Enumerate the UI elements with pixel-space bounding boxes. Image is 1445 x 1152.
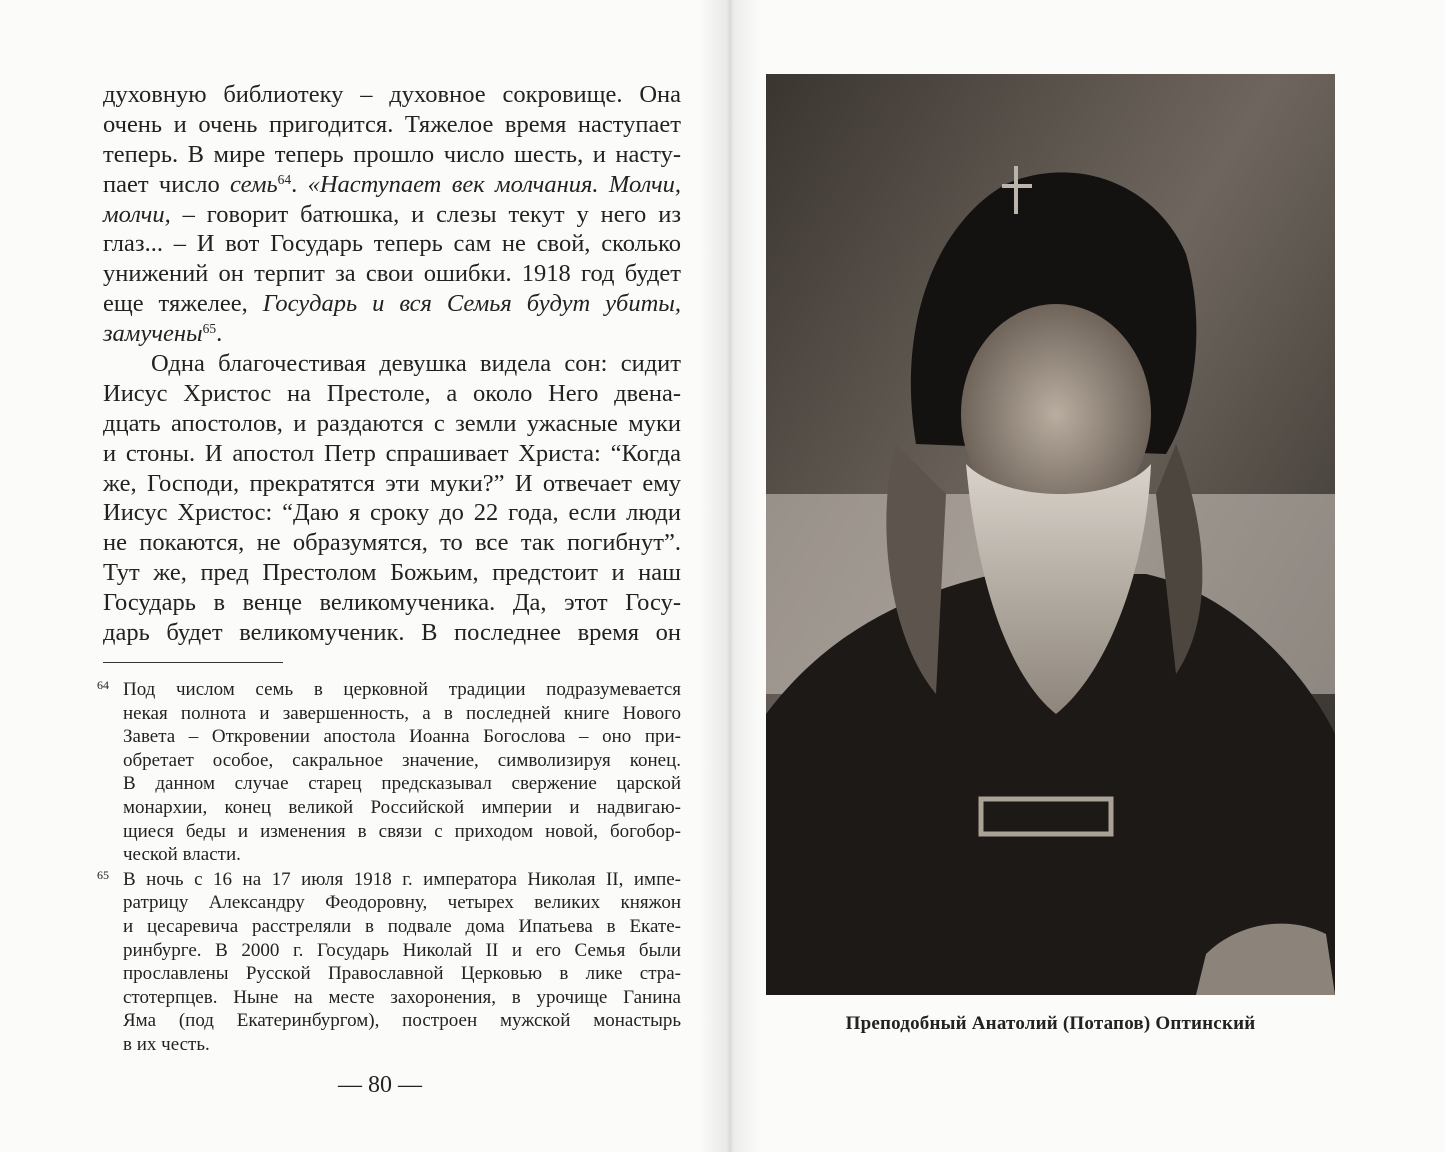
footnote-line: стотерпцев. Ныне на месте захоронения, в урочище Ганина <box>123 986 681 1008</box>
text-segment: теперь. В мире теперь прошло число шесть, и насту- <box>103 140 681 168</box>
text-line <box>103 618 681 648</box>
footnote-line: ратрицу Александру Феодоровну, четырех великих княжон <box>123 892 681 914</box>
footnote-number: 65 <box>97 867 109 882</box>
text-segment: Государь в венце великомученика. Да, этот Госу- <box>103 589 681 617</box>
text-segment: Одна благочестивая девушка видела сон: сидит <box>151 350 681 378</box>
footnote-line: ринбурге. В 2000 г. Государь Николай II и его Семья были <box>123 939 681 961</box>
text-line <box>103 349 681 379</box>
footnote-line: Яма (под Екатеринбургом), построен мужской монастырь <box>123 1010 681 1032</box>
text-segment: Тут же, пред Престолом Божьим, предстоит и наш <box>103 559 681 587</box>
text-segment: . <box>216 320 223 348</box>
text-segment: же, Господи, прекратятся эти муки?” И отвечает ему <box>103 469 681 497</box>
text-segment: пает число <box>103 170 231 198</box>
footnote-ref: 65 <box>202 321 217 337</box>
text-line <box>103 140 681 170</box>
text-segment: унижений он терпит за свои ошибки. 1918 год будет <box>103 260 681 288</box>
text-segment: семь <box>230 170 278 198</box>
footnote <box>97 868 681 1057</box>
footnote-line: Под числом семь в церковной традиции подразумевается <box>123 679 681 700</box>
text-segment: Иисус Христос на Престоле, а около Него двена- <box>103 379 681 407</box>
footnote-ref: 64 <box>277 171 292 187</box>
text-segment: «Наступает век молчания. Молчи, <box>307 170 682 198</box>
text-line <box>103 588 681 618</box>
text-line <box>103 289 681 319</box>
text-line <box>103 409 681 439</box>
text-segment: еще тяжелее, <box>103 290 263 318</box>
footnote <box>97 678 681 867</box>
text-line <box>103 498 681 528</box>
text-segment: духовную библиотеку – духовное сокровище. Она <box>103 81 681 108</box>
text-line <box>103 379 681 409</box>
footnotes <box>97 678 681 1057</box>
photo-caption: Преподобный Анатолий (Потапов) Оптинский <box>845 1013 1256 1034</box>
footnote-rule <box>103 662 283 663</box>
text-line <box>103 528 681 558</box>
text-segment: Иисус Христос: “Даю я сроку до 22 года, если люди <box>103 499 681 527</box>
main-text <box>103 80 681 648</box>
portrait-photo <box>766 74 1335 995</box>
text-line <box>103 439 681 469</box>
text-line <box>103 469 681 499</box>
text-segment: молчи, <box>103 200 171 228</box>
text-segment: очень и очень пригодится. Тяжелое время наступает <box>103 110 681 138</box>
text-line <box>103 229 681 259</box>
footnote-line: В ночь с 16 на 17 июля 1918 г. императора Николая II, импе- <box>123 868 681 890</box>
text-line <box>103 558 681 588</box>
text-line <box>103 110 681 140</box>
footnote-line: щиеся беды и изменения в связи с приходом новой, богобор- <box>123 820 681 842</box>
footnote-line: В данном случае старец предсказывал свержение царской <box>123 773 681 795</box>
text-segment: . <box>291 170 308 198</box>
text-segment: и стоны. И апостол Петр спрашивает Христа: “Когда <box>103 439 681 467</box>
footnote-line: Завета – Откровении апостола Иоанна Богослова – оно при- <box>123 726 681 748</box>
text-line <box>103 200 681 230</box>
text-line <box>103 80 681 110</box>
page-number: — 80 — <box>338 1072 422 1098</box>
text-line <box>103 259 681 289</box>
footnote-line: некая полнота и завершенность, а в последней книге Нового <box>123 702 681 724</box>
text-segment: дцать апостолов, и раздаются с земли ужасные муки <box>103 409 681 437</box>
footnote-number: 64 <box>97 678 109 692</box>
text-line <box>103 170 681 200</box>
text-line <box>103 319 681 349</box>
text-segment: дарь будет великомученик. В последнее время он <box>103 619 681 647</box>
book-gutter <box>700 0 760 1152</box>
footnote-line: и цесаревича расстреляли в подвале дома Ипатьева в Екате- <box>123 915 681 937</box>
footnote-line: в их честь. <box>123 1033 210 1055</box>
footnote-line: прославлены Русской Православной Церковью в лике стра- <box>123 963 681 985</box>
text-segment: не покаются, не образумятся, то все так погибнут”. <box>103 529 681 557</box>
text-segment: глаз... – И вот Государь теперь сам не свой, сколько <box>103 230 681 258</box>
footnote-line: обретает особое, сакральное значение, символизируя конец. <box>123 749 681 771</box>
text-segment: – говорит батюшка, и слезы текут у него из <box>170 200 681 228</box>
footnote-line: монархии, конец великой Российской империи и надвигаю- <box>123 796 681 818</box>
footnote-line: ческой власти. <box>123 844 241 866</box>
text-segment: Государь и вся Семья будут убиты, <box>262 290 681 318</box>
text-segment: замучены <box>103 320 203 348</box>
